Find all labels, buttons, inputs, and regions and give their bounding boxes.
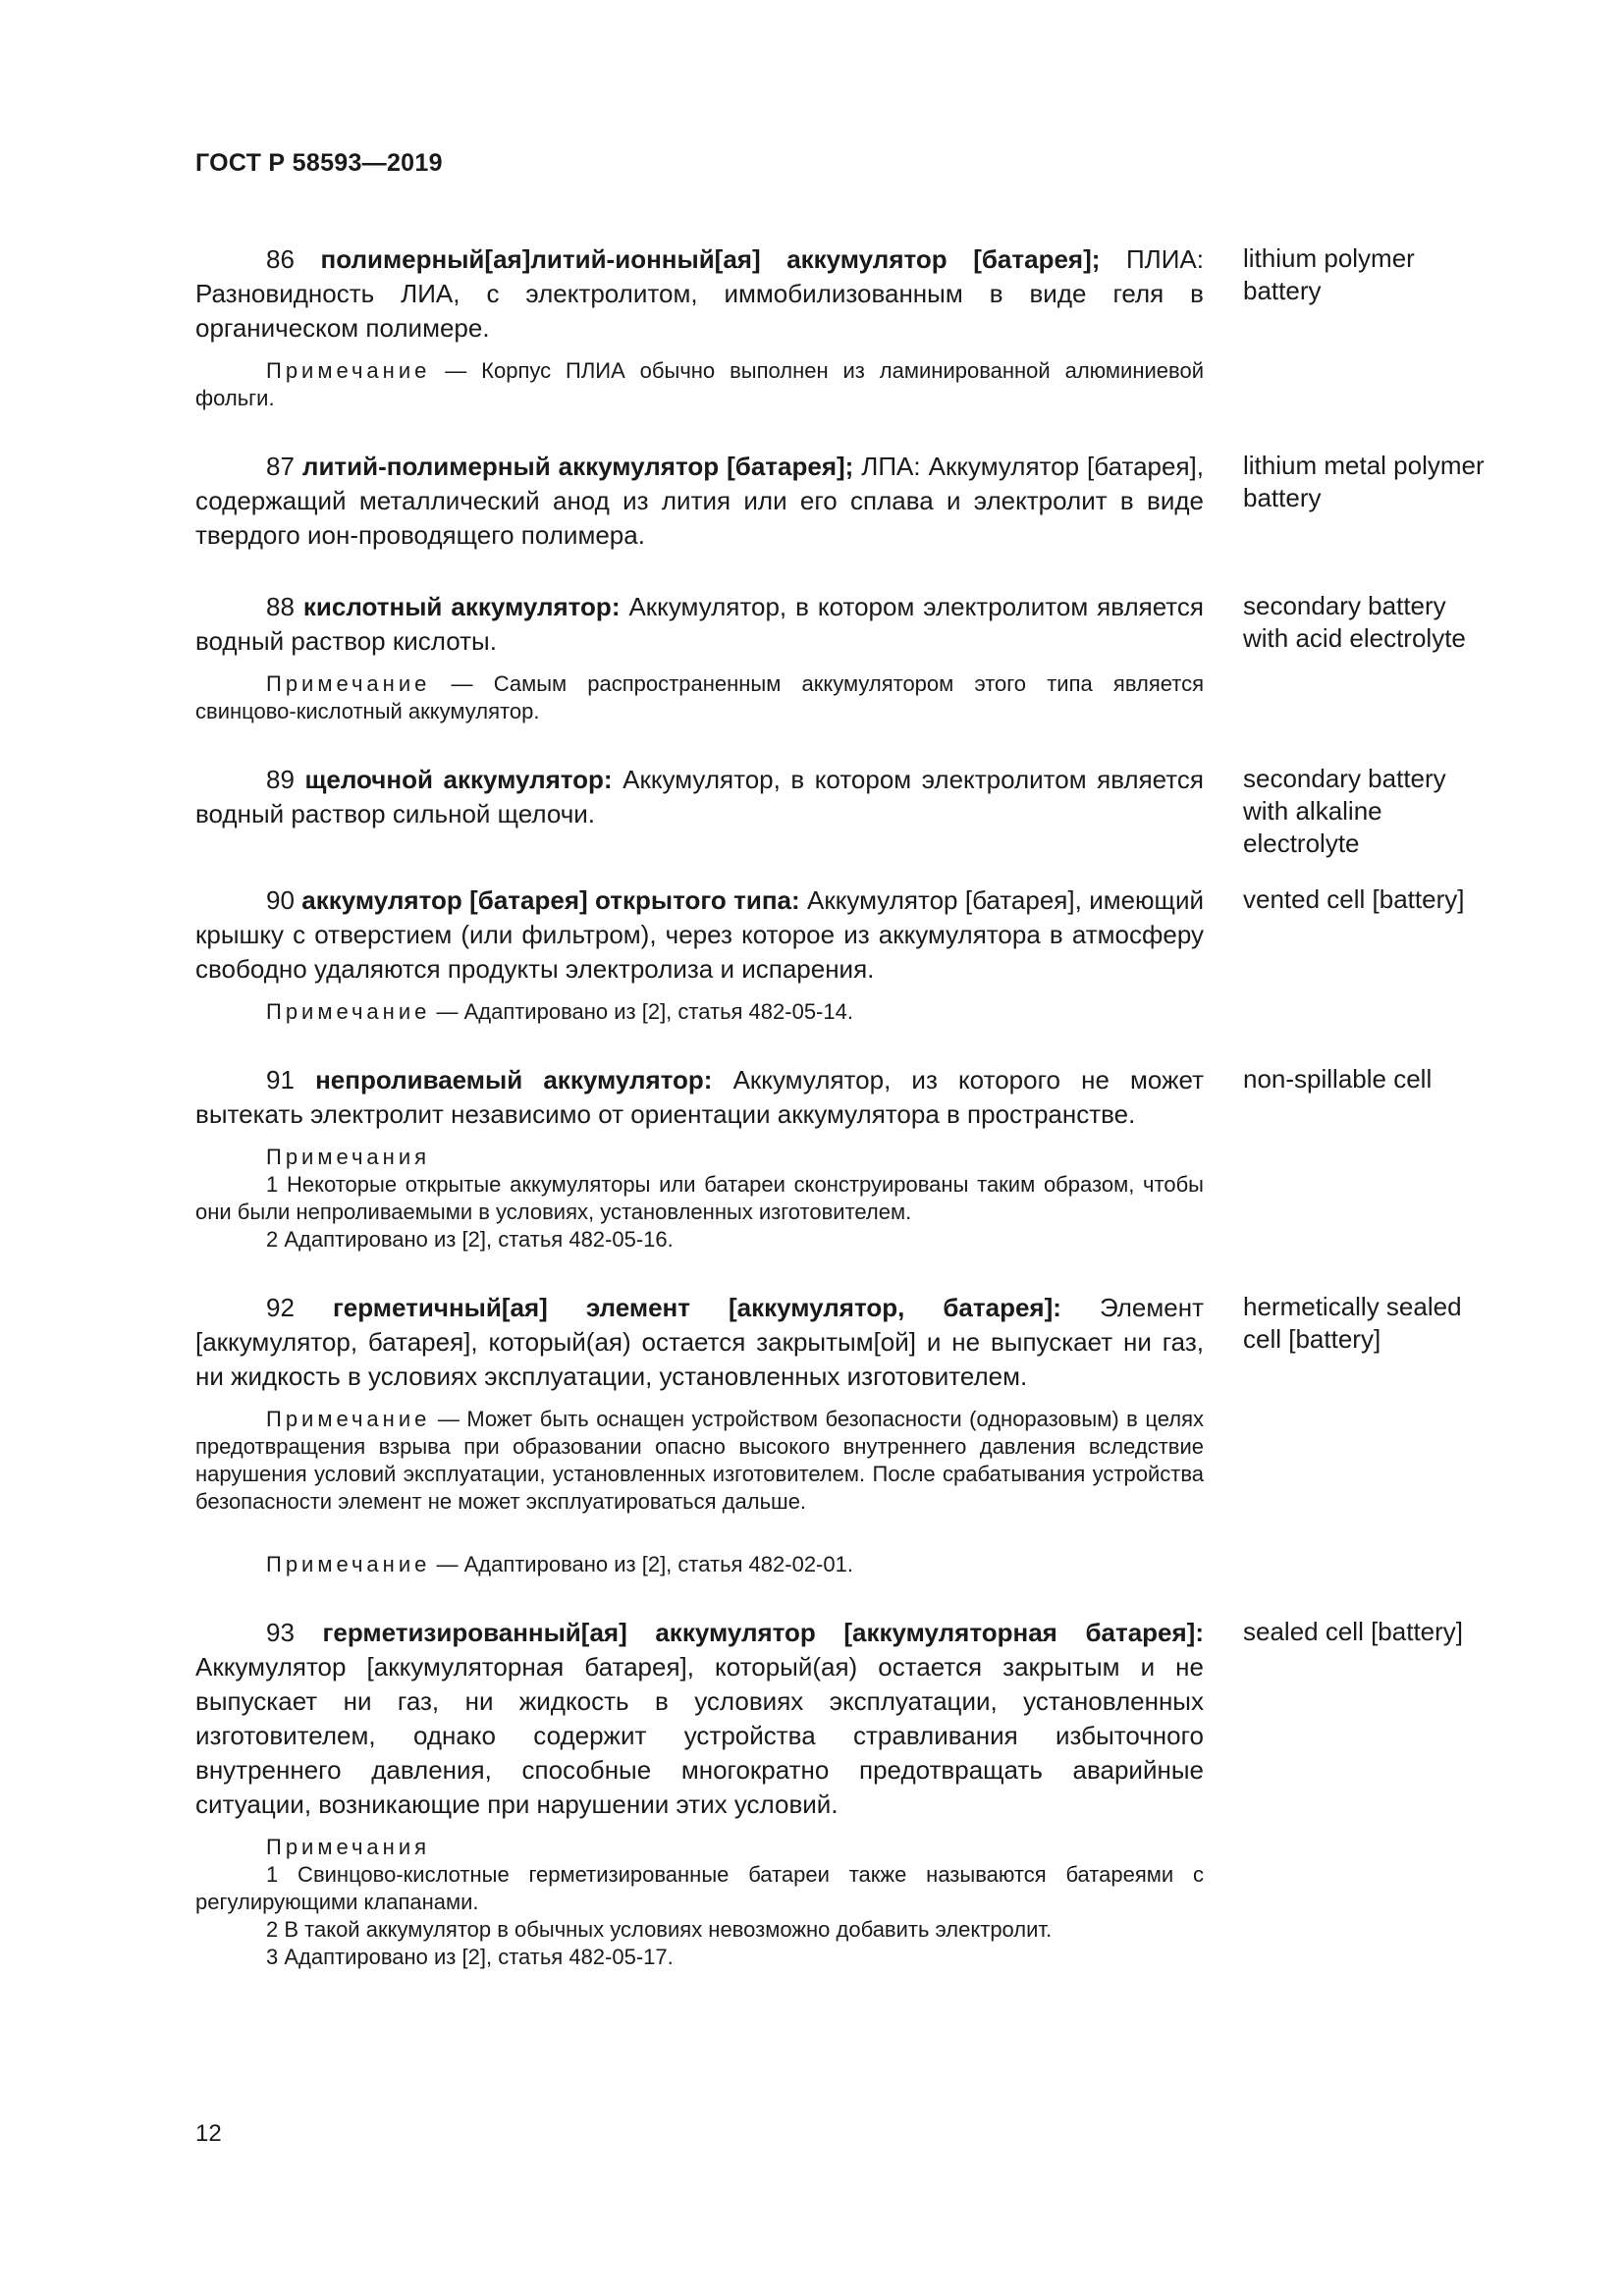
term-note-second — [195, 1551, 1204, 1578]
note-text: — Самым распространенным аккумулятором этого типа является свинцово-кислотный аккумулятор. — [195, 671, 1204, 723]
term-number: 88 — [266, 592, 295, 621]
term-text — [195, 242, 1204, 346]
term-name: непроливаемый аккумулятор: — [315, 1065, 713, 1095]
note-text: — Адаптировано из [2], статья 482-02-01. — [430, 1552, 853, 1576]
term-entry-91 — [195, 1063, 1516, 1254]
term-english: non-spillable cell — [1243, 1064, 1433, 1094]
note-text: — Корпус ПЛИА обычно выполнен из ламинированной алюминиевой фольги. — [195, 358, 1204, 410]
note-label: Примечание — [266, 1552, 431, 1576]
term-main — [195, 242, 1204, 412]
term-definition: Аккумулятор [батарея], имеющий крышку с отверстием (или фильтром), через которое из аккумулятора в атмосферу свободно удаляются продукты электролиза и испарения. — [195, 885, 1204, 984]
term-main — [195, 883, 1204, 1026]
term-name: литий-полимерный аккумулятор [батарея]; — [301, 452, 854, 481]
term-name: герметизированный[ая] аккумулятор [аккумуляторная батарея]: — [322, 1618, 1204, 1647]
note-item: 3 Адаптировано из [2], статья 482-05-17. — [266, 1945, 674, 1969]
note-label: Примечание — [266, 671, 431, 696]
term-main — [195, 763, 1204, 831]
term-english: secondary battery with alkaline electrolyte — [1243, 764, 1446, 858]
term-number: 92 — [266, 1293, 295, 1322]
term-definition: Аккумулятор [аккумуляторная батарея], который(ая) остается закрытым и не выпускает ни газ, ни жидкость в условиях эксплуатации, установленных изготовителем, однако содержит устройства стравливания избыточного внутреннего давления, способные многократно предотвращать аварийные ситуации, возникающие при нарушении этих условий. — [195, 1652, 1204, 1819]
term-definition: ЛПА: Аккумулятор [батарея], содержащий металлический анод из лития или его сплава и электролит в виде твердого ион-проводящего полимера. — [195, 452, 1204, 550]
term-definition: Аккумулятор, в котором электролитом является водный раствор кислоты. — [195, 592, 1204, 656]
term-text — [195, 1616, 1204, 1822]
note-item: 2 В такой аккумулятор в обычных условиях невозможно добавить электролит. — [266, 1917, 1053, 1942]
note-label: Примечание — [266, 1407, 431, 1431]
note-item: 1 Свинцово-кислотные герметизированные батареи также называются батареями с регулирующими клапанами. — [195, 1862, 1204, 1914]
term-definition: Элемент [аккумулятор, батарея], который(ая) остается закрытым[ой] и не выпускает ни газ, ни жидкость в условиях эксплуатации, установленных изготовителем. — [195, 1293, 1204, 1391]
note-label: Примечание — [266, 358, 431, 383]
term-definition: ПЛИА: Разновидность ЛИА, с электролитом, иммобилизованным в виде геля в органическом полимере. — [195, 244, 1204, 343]
page-number: 12 — [195, 2120, 222, 2147]
term-number: 87 — [266, 452, 295, 481]
term-main — [195, 1063, 1204, 1254]
term-main — [195, 1616, 1204, 1971]
term-entry-88 — [195, 590, 1516, 725]
note-label: Примечание — [266, 999, 431, 1024]
term-name: кислотный аккумулятор: — [302, 592, 621, 621]
term-note — [195, 1406, 1204, 1516]
document-header: ГОСТ Р 58593—2019 — [195, 149, 443, 177]
note-text: — Адаптировано из [2], статья 482-05-14. — [430, 999, 853, 1024]
term-name: аккумулятор [батарея] открытого типа: — [301, 885, 800, 915]
term-definition: Аккумулятор, из которого не может вытекать электролит независимо от ориентации аккумулятора в пространстве. — [195, 1065, 1204, 1129]
term-note — [195, 670, 1204, 725]
term-entry-93 — [195, 1616, 1516, 1971]
term-main — [195, 450, 1204, 553]
term-entry-87 — [195, 450, 1516, 553]
term-number: 90 — [266, 885, 295, 915]
term-number: 86 — [266, 244, 295, 274]
term-entry-86 — [195, 242, 1516, 412]
term-text — [195, 1291, 1204, 1394]
term-number: 91 — [266, 1065, 295, 1095]
term-entry-89 — [195, 763, 1516, 860]
terms-list — [195, 242, 1516, 1971]
term-definition: Аккумулятор, в котором электролитом является водный раствор сильной щелочи. — [195, 765, 1204, 828]
term-english: lithium polymer battery — [1243, 243, 1415, 305]
note-text: — Может быть оснащен устройством безопасности (одноразовым) в целях предотвращения взрыва при образовании опасно высокого внутреннего давления вследствие нарушения условий эксплуатации, установленных изготовителем. После срабатывания устройства безопасности элемент не может эксплуатироваться дальше. — [195, 1407, 1204, 1514]
term-english: vented cell [battery] — [1243, 884, 1465, 914]
note-item: 2 Адаптировано из [2], статья 482-05-16. — [266, 1227, 674, 1252]
term-english: secondary battery with acid electrolyte — [1243, 591, 1466, 653]
term-name: полимерный[ая]литий-ионный[ая] аккумулятор [батарея]; — [320, 244, 1101, 274]
term-english: sealed cell [battery] — [1243, 1617, 1464, 1646]
term-main — [195, 590, 1204, 725]
term-text — [195, 763, 1204, 831]
term-text — [195, 450, 1204, 553]
term-english: lithium metal polymer battery — [1243, 451, 1485, 512]
term-name: щелочной аккумулятор: — [304, 765, 613, 794]
term-name: герметичный[ая] элемент [аккумулятор, батарея]: — [332, 1293, 1061, 1322]
term-number: 89 — [266, 765, 295, 794]
notes-heading: Примечания — [266, 1145, 431, 1169]
term-main — [195, 1291, 1204, 1578]
term-entry-90 — [195, 883, 1516, 1026]
term-english: hermetically sealed cell [battery] — [1243, 1292, 1462, 1354]
note-item: 1 Некоторые открытые аккумуляторы или батареи сконструированы таким образом, чтобы они были непроливаемыми в условиях, установленных изготовителем. — [195, 1172, 1204, 1224]
term-text — [195, 883, 1204, 987]
term-entry-92 — [195, 1291, 1516, 1578]
term-note — [195, 998, 1204, 1026]
term-text — [195, 1063, 1204, 1132]
term-note — [195, 357, 1204, 412]
term-text — [195, 590, 1204, 659]
term-number: 93 — [266, 1618, 295, 1647]
notes-heading: Примечания — [266, 1835, 431, 1859]
